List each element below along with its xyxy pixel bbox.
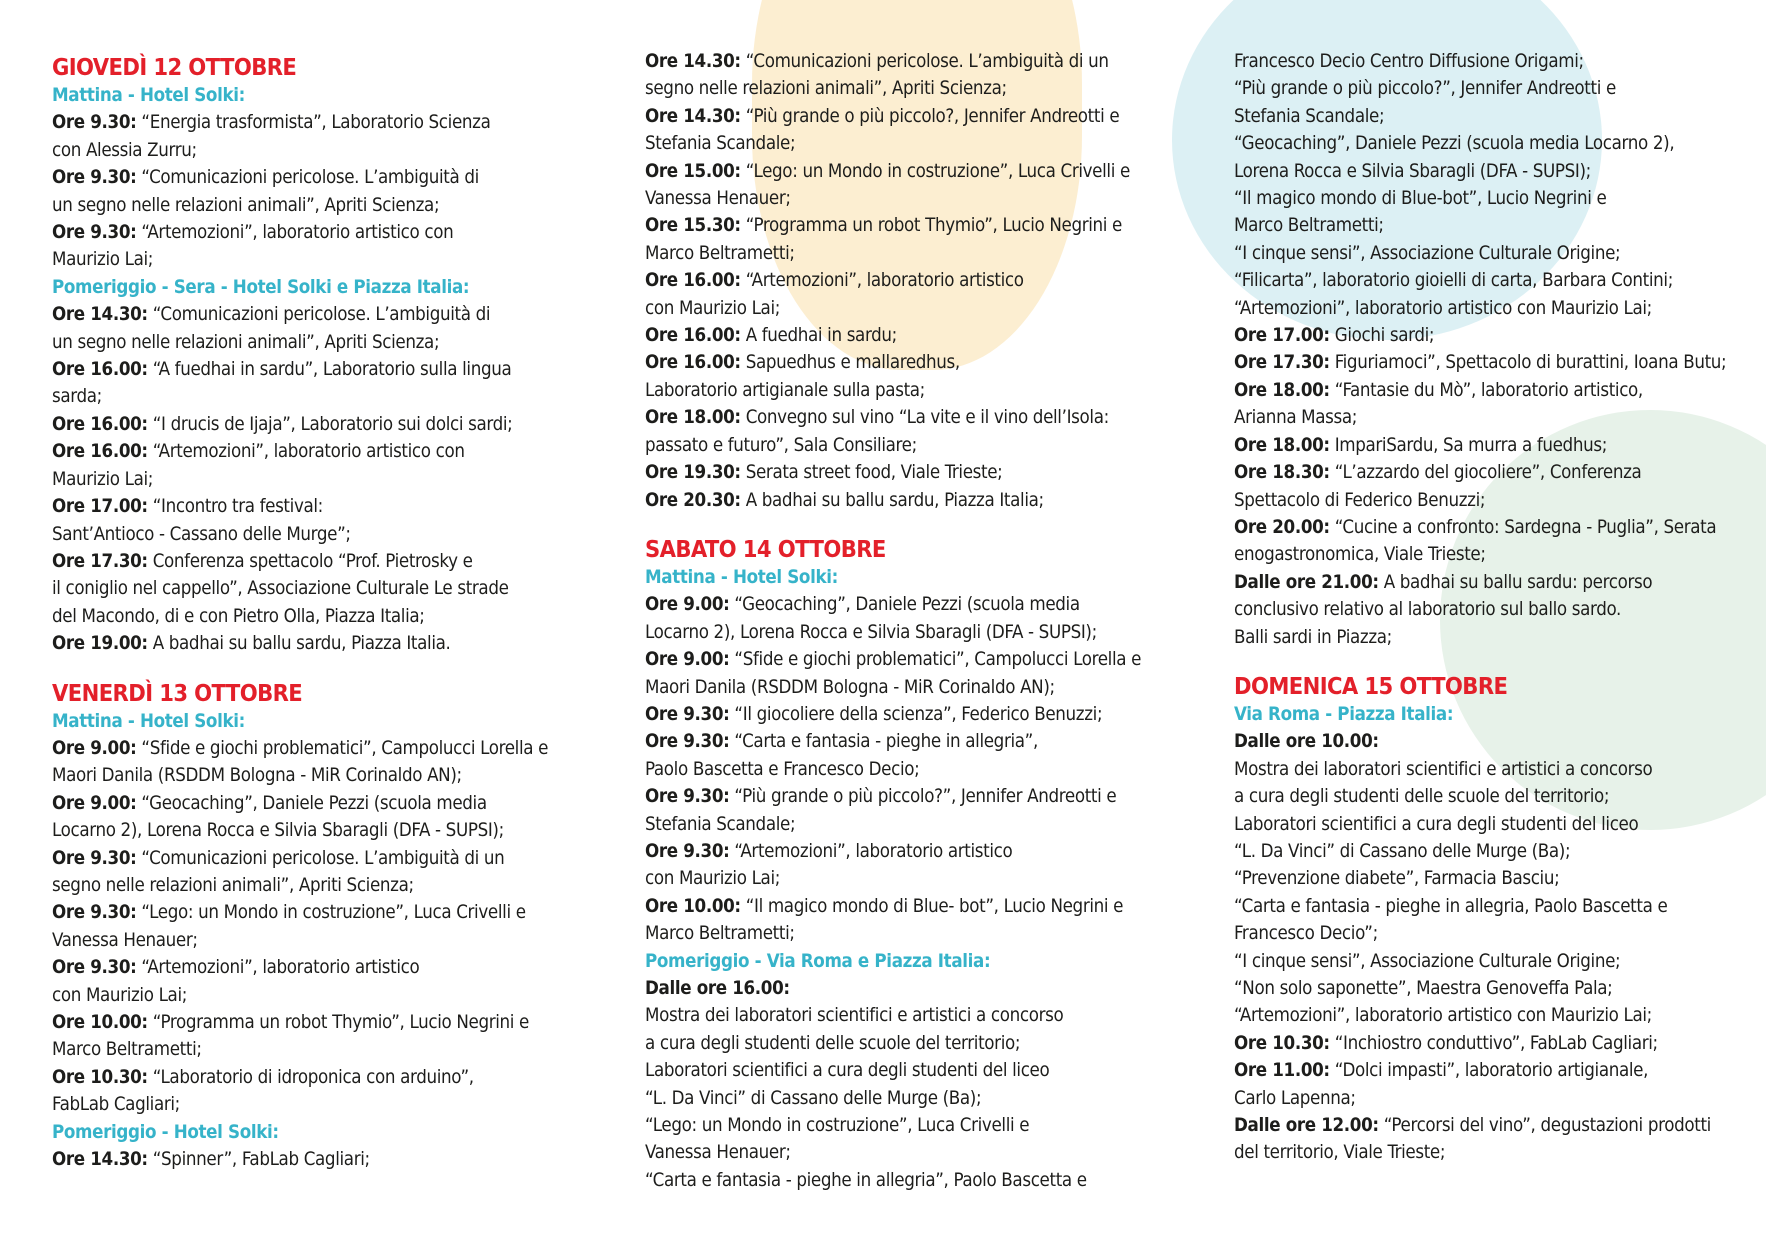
schedule-line [1234,596,1754,623]
schedule-line [645,432,1175,459]
event-description: “Il magico mondo di Blue- bot”, Lucio Negrini e [740,895,1124,917]
event-description: segno nelle relazioni animali”, Apriti Scienza; [645,78,1007,100]
event-description: “L. Da Vinci” di Cassano delle Murge (Ba); [645,1087,982,1109]
schedule-line [645,619,1175,646]
event-description: Vanessa Henauer; [52,929,198,951]
schedule-line [645,75,1175,102]
event-description: Lorena Rocca e Silvia Sbaragli (DFA - SUPSI); [1234,160,1591,182]
section-heading: Mattina - Hotel Solki: [645,566,838,588]
schedule-line [1234,975,1754,1002]
schedule-column-1 [52,52,572,1173]
event-description: “Programma un robot Thymio”, Lucio Negrini e [740,215,1122,237]
schedule-line [52,411,572,438]
event-time: Ore 9.30: [52,112,137,134]
schedule-line [1234,432,1754,459]
schedule-line [1234,1085,1754,1112]
schedule-line [52,817,572,844]
event-description: “L. Da Vinci” di Cassano delle Murge (Ba); [1234,840,1571,862]
event-description: “Geocaching”, Daniele Pezzi (scuola media [729,594,1080,616]
schedule-line [645,185,1175,212]
event-description: Sapuedhus e mallaredhus, [740,352,960,374]
event-description: enogastronomica, Viale Trieste; [1234,544,1486,566]
schedule-line [52,164,572,191]
schedule-line [52,1009,572,1036]
event-time: Ore 9.30: [52,902,137,924]
day-heading: GIOVEDÌ 12 OTTOBRE [52,53,297,81]
event-description: “Il magico mondo di Blue-bot”, Lucio Negrini e [1234,188,1607,210]
event-description: Laboratorio artigianale sulla pasta; [645,379,925,401]
schedule-line [645,103,1175,130]
schedule-line [645,404,1175,431]
schedule-line [1234,1002,1754,1029]
event-time: Ore 18.30: [1234,462,1330,484]
event-description: “Artemozioni”, laboratorio artistico [729,840,1013,862]
schedule-line [52,872,572,899]
event-description: “Prevenzione diabete”, Farmacia Basciu; [1234,868,1560,890]
schedule-line [52,301,572,328]
event-time: Ore 14.30: [52,304,148,326]
event-description: Carlo Lapenna; [1234,1087,1356,1109]
event-description: “I drucis de Ijaja”, Laboratorio sui dolci sardi; [147,413,513,435]
event-description: A badhai su ballu sardu, Piazza Italia; [740,489,1044,511]
section-heading: Mattina - Hotel Solki: [52,710,245,732]
event-description: con Alessia Zurru; [52,139,197,161]
event-description: “Comunicazioni pericolose. L’ambiguità di [147,304,491,326]
schedule-column-3 [1234,48,1754,1167]
event-description: “Dolci impasti”, laboratorio artigianale, [1329,1060,1649,1082]
schedule-line [645,212,1175,239]
event-description: “Laboratorio di idroponica con arduino”, [147,1066,474,1088]
event-description: del territorio, Viale Trieste; [1234,1142,1446,1164]
schedule-line [52,192,572,219]
event-description: “Geocaching”, Daniele Pezzi (scuola media Locarno 2), [1234,133,1675,155]
event-time: Ore 9.30: [52,957,137,979]
event-description: un segno nelle relazioni animali”, Apriti Scienza; [52,194,440,216]
event-description: A badhai su ballu sardu, Piazza Italia. [147,633,451,655]
schedule-line [645,48,1175,75]
event-time: Ore 9.30: [645,786,730,808]
event-description: a cura degli studenti delle scuole del territorio; [1234,786,1610,808]
schedule-line [52,219,572,246]
event-time: Ore 10.30: [52,1066,148,1088]
event-time: Ore 19.30: [645,462,741,484]
schedule-line [1234,948,1754,975]
event-description: Francesco Decio”; [1234,923,1378,945]
schedule-line [645,1139,1175,1166]
event-description: Giochi sardi; [1329,325,1435,347]
schedule-line [645,267,1175,294]
event-description: Maori Danila (RSDDM Bologna - MiR Corinaldo AN); [645,676,1055,698]
event-description: Locarno 2), Lorena Rocca e Silvia Sbaragli (DFA - SUPSI); [52,820,504,842]
event-description: Marco Beltrametti; [645,242,795,264]
event-time: Ore 16.00: [52,441,148,463]
event-description: “Comunicazioni pericolose. L’ambiguità di [136,167,479,189]
event-description: “Filicarta”, laboratorio gioielli di carta, Barbara Contini; [1234,270,1673,292]
event-description: Laboratori scientifici a cura degli studenti del liceo [1234,813,1639,835]
schedule-line [52,790,572,817]
schedule-line [1234,728,1754,755]
event-description: “Più grande o più piccolo?”, Jennifer Andreotti e [729,786,1117,808]
event-description: Vanessa Henauer; [645,1142,791,1164]
schedule-line [1234,75,1754,102]
event-description: Marco Beltrametti; [1234,215,1384,237]
event-description: “Energia trasformista”, Laboratorio Scienza [136,112,491,134]
schedule-line [645,920,1175,947]
event-description: il coniglio nel cappello”, Associazione Culturale Le strade [52,578,509,600]
event-description: “Artemozioni”, laboratorio artistico con Maurizio Lai; [1234,1005,1652,1027]
event-description: “Fantasie du Mò”, laboratorio artistico, [1329,379,1643,401]
event-description: Stefania Scandale; [645,813,796,835]
schedule-line [1234,267,1754,294]
event-time: Ore 16.00: [645,270,741,292]
event-description: Vanessa Henauer; [645,188,791,210]
event-time: Ore 9.30: [52,222,137,244]
schedule-line [1234,404,1754,431]
schedule-line [1234,1112,1754,1139]
schedule-line [645,975,1175,1002]
schedule-line [645,893,1175,920]
event-description: Conferenza spettacolo “Prof. Pietrosky e [147,550,473,572]
event-description: Marco Beltrametti; [52,1039,202,1061]
event-time: Ore 14.30: [645,105,741,127]
schedule-column-2 [645,48,1175,1194]
schedule-line [645,811,1175,838]
event-description: Paolo Bascetta e Francesco Decio; [645,758,920,780]
event-description: passato e futuro”, Sala Consiliare; [645,434,917,456]
schedule-line [52,603,572,630]
day-heading: DOMENICA 15 OTTOBRE [1234,671,1508,700]
schedule-line [1234,185,1754,212]
section-heading: Pomeriggio - Via Roma e Piazza Italia: [645,950,991,972]
event-description: “Sfide e giochi problematici”, Campolucci Lorella e [729,649,1142,671]
schedule-line [1234,487,1754,514]
schedule-line [1234,377,1754,404]
event-time: Ore 9.00: [645,594,730,616]
event-description: Laboratori scientifici a cura degli studenti del liceo [645,1060,1050,1082]
event-time: Ore 9.00: [52,792,137,814]
schedule-line [52,137,572,164]
event-description: segno nelle relazioni animali”, Apriti Scienza; [52,874,414,896]
schedule-line [645,459,1175,486]
schedule-line [1234,838,1754,865]
event-description: Arianna Massa; [1234,407,1358,429]
event-description: Maurizio Lai; [52,249,154,271]
schedule-line [1234,322,1754,349]
schedule-line [52,383,572,410]
schedule-line [52,845,572,872]
schedule-line [645,158,1175,185]
schedule-line [1234,349,1754,376]
schedule-line [645,1112,1175,1139]
event-time: Ore 9.30: [645,840,730,862]
event-description: “Comunicazioni pericolose. L’ambiguità di un [740,51,1109,72]
schedule-line [52,521,572,548]
event-description: ImpariSardu, Sa murra a fuedhus; [1329,434,1607,456]
schedule-line [52,493,572,520]
schedule-line [52,356,572,383]
schedule-line [1234,756,1754,783]
event-time: Dalle ore 10.00: [1234,731,1379,753]
event-description: “I cinque sensi”, Associazione Culturale Origine; [1234,950,1621,972]
schedule-line [52,927,572,954]
schedule-line [645,1002,1175,1029]
schedule-line [52,1064,572,1091]
event-description: “Carta e fantasia - pieghe in allegria”, Paolo Bascetta e [645,1169,1087,1191]
event-description: “I cinque sensi”, Associazione Culturale Origine; [1234,242,1621,264]
schedule-line [1234,240,1754,267]
schedule-line [645,377,1175,404]
schedule-line [645,1085,1175,1112]
event-time: Ore 9.00: [645,649,730,671]
event-time: Ore 17.30: [52,550,148,572]
schedule-line [1234,459,1754,486]
event-description: Stefania Scandale; [1234,105,1385,127]
schedule-line [52,329,572,356]
schedule-line [1234,624,1754,651]
schedule-line [645,322,1175,349]
event-description: “Spinner”, FabLab Cagliari; [147,1149,370,1171]
schedule-line [645,240,1175,267]
event-time: Dalle ore 12.00: [1234,1115,1379,1137]
schedule-line [645,701,1175,728]
event-time: Ore 15.30: [645,215,741,237]
schedule-line [1234,811,1754,838]
day-heading: VENERDÌ 13 OTTOBRE [52,678,303,707]
event-description: Marco Beltrametti; [645,923,795,945]
event-description: Stefania Scandale; [645,133,796,155]
event-description: “Artemozioni”, laboratorio artistico con Maurizio Lai; [1234,297,1652,319]
schedule-line [1234,48,1754,75]
schedule-line [52,575,572,602]
schedule-line [645,783,1175,810]
event-description: “Artemozioni”, laboratorio artistico [740,270,1024,292]
event-description: “Sfide e giochi problematici”, Campolucci Lorella e [136,737,549,759]
event-description: Balli sardi in Piazza; [1234,626,1392,648]
event-description: “Non solo saponette”, Maestra Genoveffa Pala; [1234,978,1613,999]
event-time: Ore 20.00: [1234,516,1330,538]
event-description: del Macondo, di e con Pietro Olla, Piazza Italia; [52,605,425,627]
section-heading: Via Roma - Piazza Italia: [1234,703,1454,725]
schedule-line [645,1167,1175,1194]
schedule-line [1234,158,1754,185]
event-description: “L’azzardo del giocoliere”, Conferenza [1329,462,1642,484]
event-time: Ore 14.30: [52,1149,148,1171]
day-heading: SABATO 14 OTTOBRE [645,534,886,563]
event-description: “Lego: un Mondo in costruzione”, Luca Crivelli e [645,1115,1030,1137]
schedule-line [645,1030,1175,1057]
event-description: Locarno 2), Lorena Rocca e Silvia Sbaragli (DFA - SUPSI); [645,621,1097,643]
event-description: Spettacolo di Federico Benuzzi; [1234,489,1486,511]
event-description: A fuedhai in sardu; [740,325,897,347]
event-description: A badhai su ballu sardu: percorso [1378,571,1653,593]
schedule-line [645,349,1175,376]
schedule-line [52,109,572,136]
schedule-line [1234,1030,1754,1057]
section-heading: Pomeriggio - Sera - Hotel Solki e Piazza Italia: [52,276,470,298]
event-description: Francesco Decio Centro Diffusione Origami; [1234,51,1584,72]
event-description: “Il giocoliere della scienza”, Federico Benuzzi; [729,703,1103,725]
event-time: Ore 17.00: [1234,325,1330,347]
schedule-line [52,762,572,789]
event-description: “Cucine a confronto: Sardegna - Puglia”, Serata [1329,516,1717,538]
event-description: “Artemozioni”, laboratorio artistico [136,957,420,979]
event-time: Ore 18.00: [1234,379,1330,401]
schedule-line [645,487,1175,514]
event-description: Sant’Antioco - Cassano delle Murge”; [52,523,351,545]
schedule-line [645,674,1175,701]
event-description: “Percorsi del vino”, degustazioni prodotti [1378,1115,1711,1137]
event-time: Ore 9.30: [52,847,137,869]
event-time: Ore 10.00: [645,895,741,917]
event-description: “Geocaching”, Daniele Pezzi (scuola media [136,792,487,814]
event-time: Ore 18.00: [645,407,741,429]
schedule-line [1234,783,1754,810]
event-time: Ore 16.00: [52,359,148,381]
schedule-line [645,838,1175,865]
event-time: Ore 10.30: [1234,1032,1330,1054]
schedule-line [1234,212,1754,239]
section-heading: Mattina - Hotel Solki: [52,85,245,106]
event-time: Ore 16.00: [52,413,148,435]
event-time: Ore 9.30: [645,731,730,753]
event-time: Ore 18.00: [1234,434,1330,456]
event-description: Maurizio Lai; [52,468,154,490]
event-description: “Lego: un Mondo in costruzione”, Luca Crivelli e [740,160,1130,182]
event-time: Ore 14.30: [645,51,741,72]
event-time: Dalle ore 16.00: [645,978,790,999]
event-description: Maori Danila (RSDDM Bologna - MiR Corinaldo AN); [52,765,462,787]
event-description: “Artemozioni”, laboratorio artistico con [136,222,454,244]
schedule-line [1234,1057,1754,1084]
event-time: Ore 17.30: [1234,352,1330,374]
schedule-line [645,865,1175,892]
event-time: Ore 16.00: [645,352,741,374]
event-description: Convegno sul vino “La vite e il vino dell’Isola: [740,407,1109,429]
event-time: Ore 19.00: [52,633,148,655]
schedule-line [645,728,1175,755]
event-description: “Più grande o più piccolo?”, Jennifer Andreotti e [1234,78,1616,100]
schedule-line [52,735,572,762]
event-description: “Lego: un Mondo in costruzione”, Luca Crivelli e [136,902,526,924]
event-description: sarda; [52,386,102,408]
event-time: Ore 9.30: [645,703,730,725]
event-description: un segno nelle relazioni animali”, Apriti Scienza; [52,331,440,353]
schedule-line [52,630,572,657]
event-description: con Maurizio Lai; [52,984,188,1006]
schedule-line [645,1057,1175,1084]
schedule-line [1234,103,1754,130]
event-time: Ore 15.00: [645,160,741,182]
schedule-line [52,1146,572,1173]
event-time: Ore 9.30: [52,167,137,189]
event-description: Mostra dei laboratori scientifici e artistici a concorso [1234,758,1653,780]
schedule-line [52,438,572,465]
schedule-line [1234,295,1754,322]
event-description: FabLab Cagliari; [52,1094,180,1116]
event-time: Ore 11.00: [1234,1060,1330,1082]
event-description: Figuriamoci”, Spettacolo di burattini, Ioana Butu; [1329,352,1727,374]
schedule-line [1234,920,1754,947]
schedule-line [645,591,1175,618]
event-time: Dalle ore 21.00: [1234,571,1379,593]
event-description: “Programma un robot Thymio”, Lucio Negrini e [147,1012,529,1033]
event-time: Ore 20.30: [645,489,741,511]
event-description: Serata street food, Viale Trieste; [740,462,1003,484]
schedule-line [1234,1139,1754,1166]
event-description: “Comunicazioni pericolose. L’ambiguità di un [136,847,505,869]
event-description: con Maurizio Lai; [645,297,781,319]
event-description: Mostra dei laboratori scientifici e artistici a concorso [645,1005,1064,1027]
event-description: “Carta e fantasia - pieghe in allegria, Paolo Bascetta e [1234,895,1668,917]
event-description: conclusivo relativo al laboratorio sul ballo sardo. [1234,599,1622,621]
schedule-line [1234,865,1754,892]
schedule-line [645,295,1175,322]
schedule-line [1234,893,1754,920]
event-description: “A fuedhai in sardu”, Laboratorio sulla lingua [147,359,512,381]
schedule-line [52,246,572,273]
event-description: “Più grande o più piccolo?, Jennifer Andreotti e [740,105,1120,127]
schedule-line [52,982,572,1009]
schedule-line [1234,130,1754,157]
schedule-line [645,646,1175,673]
schedule-line [52,954,572,981]
schedule-line [1234,569,1754,596]
event-description: “Carta e fantasia - pieghe in allegria”, [729,731,1038,753]
event-description: a cura degli studenti delle scuole del territorio; [645,1032,1021,1054]
schedule-line [52,548,572,575]
event-time: Ore 17.00: [52,496,148,518]
schedule-line [645,756,1175,783]
event-time: Ore 9.00: [52,737,137,759]
schedule-line [52,899,572,926]
schedule-line [52,1091,572,1118]
event-description: con Maurizio Lai; [645,868,781,890]
event-description: “Incontro tra festival: [147,496,323,518]
event-description: “Artemozioni”, laboratorio artistico con [147,441,465,463]
schedule-line [1234,541,1754,568]
event-description: “Inchiostro conduttivo”, FabLab Cagliari; [1329,1032,1658,1054]
event-time: Ore 10.00: [52,1012,148,1033]
schedule-line [52,466,572,493]
event-time: Ore 16.00: [645,325,741,347]
schedule-line [1234,514,1754,541]
section-heading: Pomeriggio - Hotel Solki: [52,1121,279,1143]
schedule-line [52,1036,572,1063]
schedule-line [645,130,1175,157]
